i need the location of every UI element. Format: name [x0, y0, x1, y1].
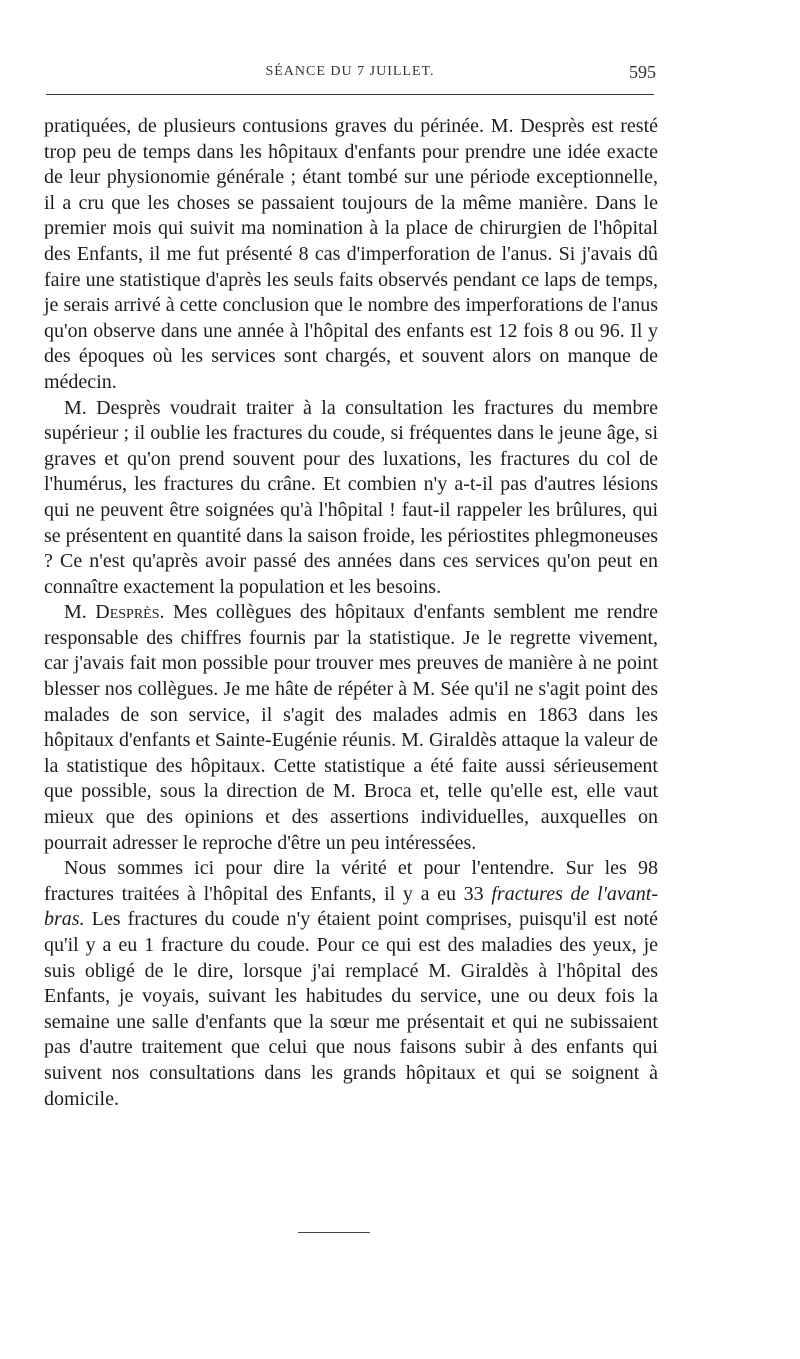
- paragraph-2: M. Desprès voudrait traiter à la consultation les fractures du membre supérieur ; il oublie les fractures du coude, si fréquentes dans le jeune âge, si graves et qu'on prend souvent pour des luxations, les fractures du col de l'humérus, les fractures du crâne. Et combien n'y a-t-il pas d'autres lésions qui ne peuvent être soignées qu'à l'hôpital ! faut-il rappeler les brûlures, qui se présentent en quantité dans la saison froide, les périostites phlegmoneuses ? Ce n'est qu'après avoir passé des années dans ces services qu'on peut en connaître exactement la population et les besoins.: [44, 396, 658, 598]
- speaker-name: M. Desprès.: [64, 601, 165, 624]
- running-title: SÉANCE DU 7 JUILLET.: [265, 64, 435, 79]
- paragraph-4: [44, 856, 658, 1112]
- page-number: 595: [629, 62, 656, 82]
- paragraph-1: pratiquées, de plusieurs contusions graves du périnée. M. Desprès est resté trop peu de temps dans les hôpitaux d'enfants pour prendre une idée exacte de leur physionomie générale ; étant tombé sur une période exceptionnelle, il a cru que les choses se passaient toujours de la même manière. Dans le premier mois qui suivit ma nomination à la place de chirurgien de l'hôpital des Enfants, il me fut présenté 8 cas d'imperforation de l'anus. Si j'avais dû faire une statistique d'après les seuls faits observés pendant ce laps de temps, je serais arrivé à cette conclusion que le nombre des imperforations de l'anus qu'on observe dans une année à l'hôpital des enfants est 12 fois 8 ou 96. Il y des époques où les services sont chargés, et souvent alors on manque de médecin.: [44, 115, 658, 393]
- paragraph-4-text-after: Les fractures du coude n'y étaient point comprises, puisqu'il est noté qu'il y a eu 1 fracture du coude. Pour ce qui est des maladies des yeux, je suis obligé de le dire, lorsque j'ai remplacé M. Giraldès à l'hôpital des Enfants, je voyais, suivant les habitudes du service, une ou deux fois la semaine une salle d'enfants que la sœur me présentait et qui ne subissaient pas d'autre traitement que celui que nous faisons subir à des enfants qui suivent nos consultations dans les grands hôpitaux et qui se soignent à domicile.: [44, 908, 658, 1110]
- header-rule: [46, 94, 654, 95]
- body-text: [44, 114, 658, 1112]
- paragraph-3: [44, 600, 658, 856]
- italic-phrase: fractures de l'avant-bras.: [44, 882, 659, 931]
- paragraph-4-text-before: Nous sommes ici pour dire la vérité et pour l'entendre. Sur les 98 fractures traitées à l'hôpital des Enfants, il y a eu 33: [44, 857, 658, 905]
- running-head: [44, 60, 656, 88]
- paragraph-3-text: Mes collègues des hôpitaux d'enfants semblent me rendre responsable des chiffres fournis par la statistique. Je le regrette vivement, car j'avais fait mon possible pour trouver mes preuves de manière à ne point blesser nos collègues. Je me hâte de répéter à M. Sée qu'il ne s'agit point des malades de son service, il s'agit des malades admis en 1863 dans les hôpitaux d'enfants et Sainte-Eugénie réunis. M. Giraldès attaque la valeur de la statistique des hôpitaux. Cette statistique a été faite aussi sérieusement que possible, sous la direction de M. Broca et, telle qu'elle est, elle vaut mieux que des opinions et des assertions individuelles, auxquelles on pourrait adresser le reproche d'être un peu intéressées.: [44, 601, 659, 854]
- closing-rule: [298, 1232, 370, 1233]
